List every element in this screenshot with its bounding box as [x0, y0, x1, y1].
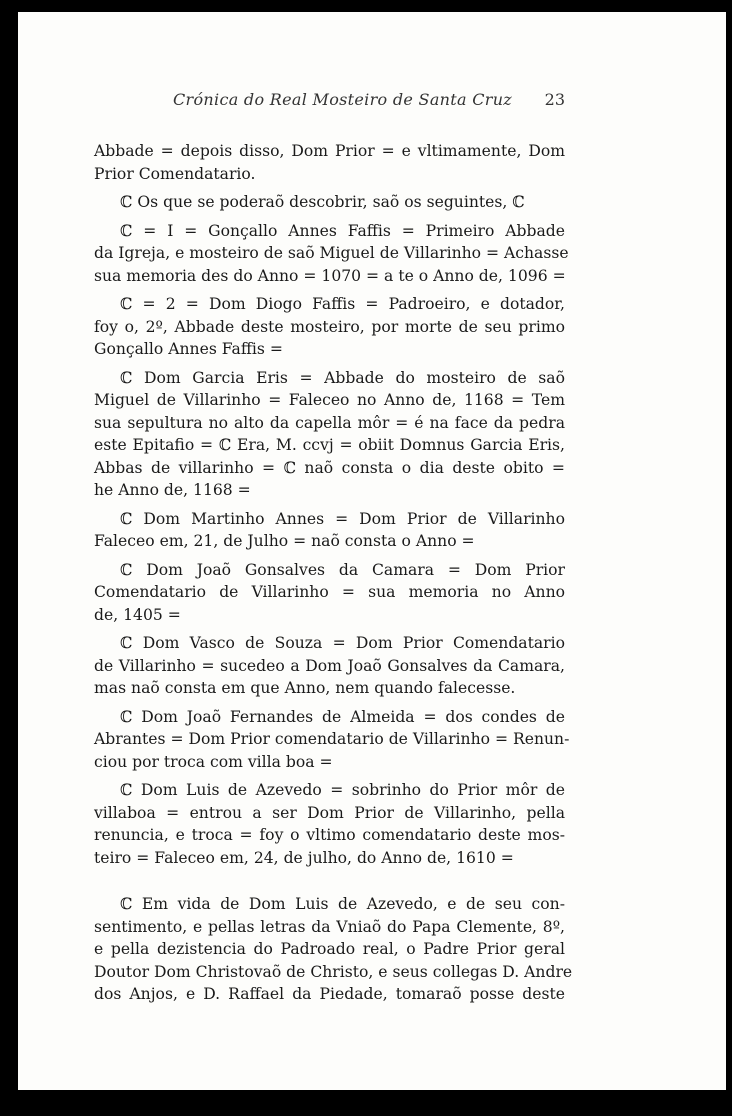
- text-line: de Villarinho = sucedeo a Dom Joaõ Gonsalves da Camara,: [94, 656, 565, 675]
- text-line: ℂ Os que se poderaõ descobrir, saõ os seguintes, ℂ: [120, 193, 525, 211]
- book-page: [18, 12, 726, 1090]
- text-line: sua sepultura no alto da capella môr = é na face da pedra: [94, 413, 565, 432]
- text-line: ℂ Dom Martinho Annes = Dom Prior de Villarinho: [120, 509, 565, 528]
- text-line: ℂ Dom Garcia Eris = Abbade do mosteiro de saõ: [120, 368, 565, 387]
- text-line: renuncia, e troca = foy o vltimo comendatario deste mos-: [94, 826, 565, 844]
- text-line: sua memoria des do Anno = 1070 = a te o Anno de, 1096 =: [94, 266, 566, 285]
- text-line: ℂ Em vida de Dom Luis de Azevedo, e de seu con-: [120, 895, 565, 913]
- text-line: sentimento, e pellas letras da Vniaõ do Papa Clemente, 8º,: [94, 917, 565, 936]
- paragraph: [94, 191, 565, 214]
- text-line: ℂ Dom Vasco de Souza = Dom Prior Comendatario: [120, 634, 565, 652]
- text-line: mas naõ consta em que Anno, nem quando falecesse.: [94, 679, 516, 697]
- paragraph: [94, 508, 565, 553]
- paragraph: [94, 632, 565, 700]
- paragraph: [94, 293, 565, 361]
- text-line: villaboa = entrou a ser Dom Prior de Villarinho, pella: [94, 803, 565, 822]
- text-line: da Igreja, e mosteiro de saõ Miguel de Villarinho = Achasse: [94, 244, 569, 262]
- paragraph: [94, 367, 565, 502]
- body-text: [94, 140, 573, 1012]
- text-line: ℂ Dom Luis de Azevedo = sobrinho do Prior môr de: [120, 781, 565, 799]
- paragraph: [94, 559, 565, 627]
- text-line: Gonçallo Annes Faffis =: [94, 340, 283, 358]
- text-line: Doutor Dom Christovaõ de Christo, e seus collegas D. Andre: [94, 962, 573, 981]
- text-line: he Anno de, 1168 =: [94, 481, 251, 499]
- page-number: 23: [544, 90, 565, 109]
- text-line: ℂ = I = Gonçallo Annes Faffis = Primeiro Abbade: [120, 221, 565, 240]
- text-line: Faleceo em, 21, de Julho = naõ consta o Anno =: [94, 532, 475, 550]
- paragraph: [94, 779, 565, 869]
- text-line: Abbade = depois disso, Dom Prior = e vltimamente, Dom: [94, 142, 565, 160]
- text-line: ℂ Dom Joaõ Fernandes de Almeida = dos condes de: [120, 707, 565, 726]
- paragraph: [94, 706, 570, 774]
- paragraph: [94, 140, 565, 185]
- text-line: ciou por troca com villa boa =: [94, 752, 333, 771]
- text-line: ℂ = 2 = Dom Diogo Faffis = Padroeiro, e dotador,: [120, 295, 565, 313]
- text-line: Prior Comendatario.: [94, 164, 256, 183]
- text-line: e pella dezistencia do Padroado real, o Padre Prior geral: [94, 940, 565, 958]
- header-title: Crónica do Real Mosteiro de Santa Cruz: [173, 90, 513, 109]
- text-line: ℂ Dom Joaõ Gonsalves da Camara = Dom Prior: [120, 560, 565, 579]
- text-line: Abbas de villarinho = ℂ naõ consta o dia deste obito =: [94, 458, 565, 477]
- running-header: [18, 90, 726, 112]
- text-line: Comendatario de Villarinho = sua memoria no Anno: [94, 583, 565, 601]
- text-line: foy o, 2º, Abbade deste mosteiro, por morte de seu primo: [94, 317, 565, 336]
- text-line: Miguel de Villarinho = Faleceo no Anno de, 1168 = Tem: [94, 391, 565, 409]
- paragraph: [94, 220, 569, 288]
- text-line: teiro = Faleceo em, 24, de julho, do Anno de, 1610 =: [94, 848, 514, 867]
- text-line: Abrantes = Dom Prior comendatario de Villarinho = Renun-: [94, 730, 570, 748]
- text-line: de, 1405 =: [94, 605, 181, 624]
- text-line: dos Anjos, e D. Raffael da Piedade, tomaraõ posse deste: [94, 985, 565, 1003]
- text-line: este Epitafio = ℂ Era, M. ccvj = obiit Domnus Garcia Eris,: [94, 436, 565, 454]
- paragraph: [94, 893, 573, 1006]
